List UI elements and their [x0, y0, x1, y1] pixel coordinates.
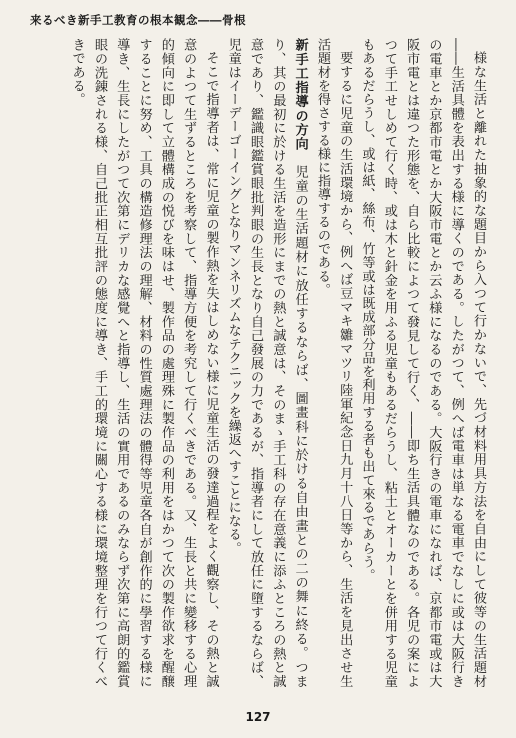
- body-text: [30, 38, 489, 688]
- paragraph-1: 様な生活と離れた抽象的な題目から入つて行かないで、先づ材料用具方法を自由にして彼等の生活題材――生活具體を表出する様に導くのである。したがつて、例へば電車は単なる電車でなしに或は大阪行きの電車とか京都市電とか大阪市電とか云ふ様になるのである。大阪行きの電車になれば、京都市電或は大阪市電とは違つた形態を、自ら比較によつて發見して行く、――即ち生活具體なのである。各児の案によつて手工せしめて行く時、或は木と針金を用ふる児童もあるだらうし、粘土とオーカーとを併用する児童もあるだらうし、或は紙、絲布、竹等或は既成部分品を利用する者も出て來るであらう。: [359, 38, 486, 688]
- paragraph-2: 要するに児童の生活環境から、例へば豆マキ雛マツリ陸軍紀念日九月十八日等から、生活を見出させ生活題材を得さする様に指導するのである。: [314, 38, 353, 688]
- running-head: 来るべき新手工教育の根本観念――骨根: [30, 13, 246, 27]
- page-number: 127: [245, 710, 271, 724]
- section-heading: 新手工指導の方向: [292, 38, 308, 152]
- paragraph-3: [221, 38, 310, 688]
- paragraph-3-text: 児童の生活題材に放任するならば、圖畫科に於ける自由畫との二の舞に終る。つまり、其の最初に於ける生活を造形にまでの熱と誠意は、そのまゝ手工科の存在意義に添ふところの熱と誠意であり、鑑識眼鑑賞眼批判眼の生長となり自己發展の力であるが、指導者にして放任に墮するならば、児童はイーデーゴーイングとなりマンネリズムなテクニックを繰返へすことになる。: [225, 38, 308, 688]
- paragraph-4: そこで指導者は、常に児童の製作熱を失はしめない様に児童生活の發達過程をよく觀察し、その熱と誠意のよつて生ずるところを考察して、指導方便を考究して行くべきである。又、生長と共に變移する心理的傾向に即して立體構成の悦びを味はせ、製作品の處理殊に製作品の利用をはかつて次の製作欲求を醒醸することに努め、工具の構造修理法の理解、材料の性質處理法の體得等児童各自が創作的に學習する様に導き、生長にしたがつて次第にデリカな感覺へと指導し、生活の實用であるのみならず次第に高朗的鑑賞眼の洗錬される様、自己批正相互批評の態度に導き、手工的環境に關心する様に環境整理を行つて行くべきである。: [69, 38, 219, 688]
